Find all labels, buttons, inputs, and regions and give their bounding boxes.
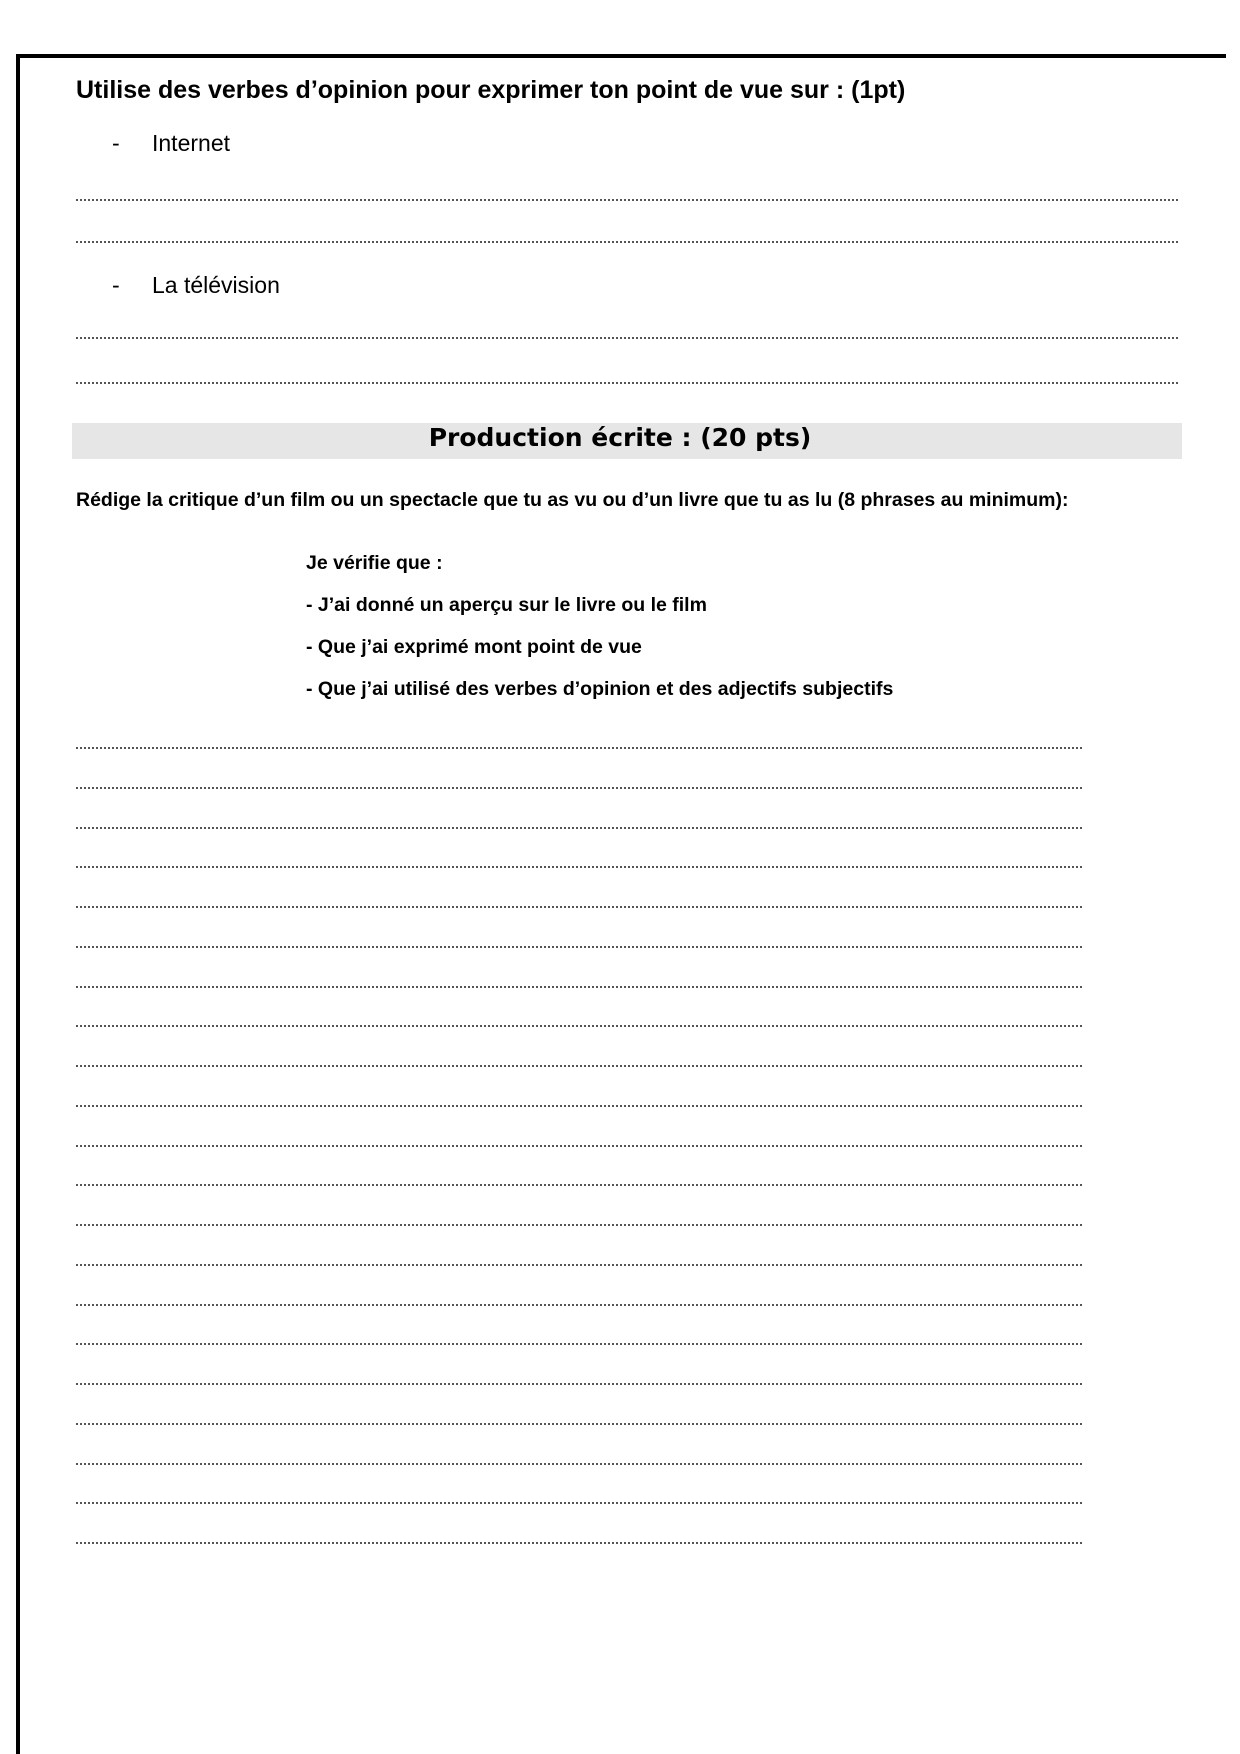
writing-line[interactable] — [76, 787, 1082, 789]
writing-line[interactable] — [76, 1463, 1082, 1465]
answer-line[interactable] — [76, 241, 1178, 243]
writing-line[interactable] — [76, 1105, 1082, 1107]
writing-line[interactable] — [76, 827, 1082, 829]
writing-line[interactable] — [76, 1502, 1082, 1504]
checklist-item: - Que j’ai exprimé mont point de vue — [306, 636, 642, 658]
section-title-text: Production écrite : (20 pts) — [428, 423, 812, 452]
writing-line[interactable] — [76, 1264, 1082, 1266]
writing-line[interactable] — [76, 1025, 1082, 1027]
item-television — [112, 272, 280, 299]
checklist-item: - J’ai donné un aperçu sur le livre ou le film — [306, 594, 707, 616]
writing-line[interactable] — [76, 1542, 1082, 1544]
writing-line[interactable] — [76, 1145, 1082, 1147]
item-bullet: - — [112, 130, 120, 156]
writing-line[interactable] — [76, 747, 1082, 749]
exercise-title: Utilise des verbes d’opinion pour exprimer ton point de vue sur : (1pt) — [76, 76, 906, 104]
item-bullet: - — [112, 272, 120, 298]
item-label: La télévision — [152, 272, 280, 298]
writing-line[interactable] — [76, 986, 1082, 988]
answer-line[interactable] — [76, 382, 1178, 384]
checklist-item: - Que j’ai utilisé des verbes d’opinion et des adjectifs subjectifs — [306, 678, 894, 700]
answer-line[interactable] — [76, 199, 1178, 201]
writing-line[interactable] — [76, 1423, 1082, 1425]
writing-line[interactable] — [76, 1065, 1082, 1067]
section-title — [0, 423, 1240, 452]
writing-line[interactable] — [76, 1304, 1082, 1306]
writing-line[interactable] — [76, 1383, 1082, 1385]
answer-line[interactable] — [76, 337, 1178, 339]
writing-line[interactable] — [76, 866, 1082, 868]
checklist-heading: Je vérifie que : — [306, 552, 443, 574]
writing-line[interactable] — [76, 1224, 1082, 1226]
writing-line[interactable] — [76, 1184, 1082, 1186]
writing-line[interactable] — [76, 946, 1082, 948]
writing-instruction: Rédige la critique d’un film ou un spectacle que tu as vu ou d’un livre que tu as lu (8 phrases au minimum): — [76, 489, 1069, 511]
item-internet — [112, 130, 230, 157]
page-border-top — [16, 54, 1226, 58]
page-border-left — [16, 54, 20, 1754]
item-label: Internet — [152, 130, 230, 156]
writing-line[interactable] — [76, 906, 1082, 908]
writing-line[interactable] — [76, 1343, 1082, 1345]
